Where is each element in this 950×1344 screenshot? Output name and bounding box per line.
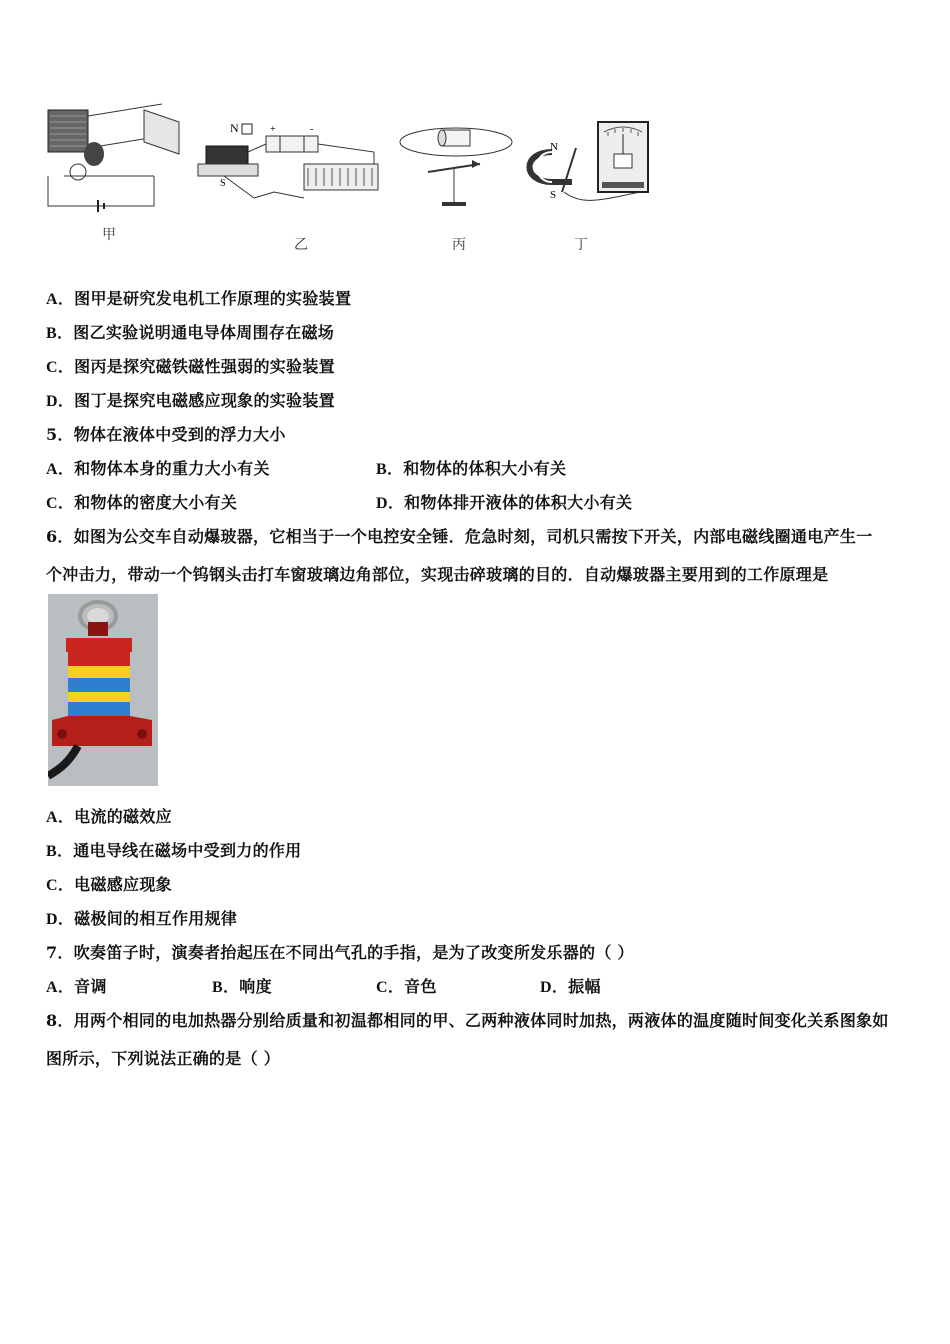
q4-option-d: D．图丁是探究电磁感应现象的实验装置 — [46, 391, 335, 410]
q7-option-c: C．音色 — [376, 977, 437, 996]
q6-stem-line-1: 6．如图为公交车自动爆玻器，它相当于一个电控安全锤．危急时刻，司机只需按下开关，内部电磁线圈通电产生一 — [46, 527, 873, 546]
q4-option-a: A．图甲是研究发电机工作原理的实验装置 — [46, 289, 352, 308]
figure-row — [44, 102, 684, 252]
emergency-glass-breaker-photo — [48, 594, 158, 786]
q7-option-a: A．音调 — [46, 977, 107, 996]
q6-option-d: D．磁极间的相互作用规律 — [46, 909, 238, 928]
q7-option-b: B．响度 — [212, 977, 272, 996]
q6-option-a: A．电流的磁效应 — [46, 807, 172, 826]
figure-label-yi: 乙 — [294, 237, 308, 253]
figure-label-bing: 丙 — [452, 237, 466, 253]
glass-breaker-illustration — [48, 594, 158, 786]
q8-stem-line-2: 图所示，下列说法正确的是（ ） — [46, 1049, 281, 1068]
figure-ding-drawing — [522, 102, 652, 212]
figure-jia — [44, 102, 189, 243]
figure-yi-s-label: S — [220, 178, 226, 189]
q5-stem: 5．物体在液体中受到的浮力大小 — [46, 425, 286, 444]
figure-ding — [522, 102, 652, 253]
q5-options-row-1 — [46, 456, 906, 479]
q5-option-c: C．和物体的密度大小有关 — [46, 493, 238, 512]
q7-stem: 7．吹奏笛子时，演奏者抬起压在不同出气孔的手指，是为了改变所发乐器的（ ） — [46, 943, 634, 962]
figure-jia-drawing — [44, 102, 189, 212]
figure-yi-plus-label: + — [270, 124, 276, 135]
figure-yi-minus-label: - — [310, 124, 314, 135]
q5-option-b: B．和物体的体积大小有关 — [376, 459, 567, 478]
figure-ding-n-label: N — [550, 141, 558, 153]
figure-yi — [194, 102, 394, 253]
q6-stem-line-2: 个冲击力，带动一个钨钢头击打车窗玻璃边角部位，实现击碎玻璃的目的．自动爆玻器主要用到的工作原理是 — [46, 565, 829, 584]
figure-ding-s-label: S — [550, 189, 557, 201]
q8-stem-line-1: 8．用两个相同的电加热器分别给质量和初温都相同的甲、乙两种液体同时加热，两液体的温度随时间变化关系图象如 — [46, 1011, 889, 1030]
figure-label-jia: 甲 — [102, 227, 116, 243]
q6-option-b: B．通电导线在磁场中受到力的作用 — [46, 841, 302, 860]
q6-option-c: C．电磁感应现象 — [46, 875, 172, 894]
q5-option-d: D．和物体排开液体的体积大小有关 — [376, 493, 633, 512]
q4-option-c: C．图丙是探究磁铁磁性强弱的实验装置 — [46, 357, 335, 376]
figure-yi-n-label: N — [230, 121, 239, 135]
figure-bing — [398, 102, 518, 253]
q5-option-a: A．和物体本身的重力大小有关 — [46, 459, 270, 478]
q7-option-d: D．振幅 — [540, 977, 601, 996]
figure-bing-drawing — [398, 102, 518, 212]
figure-label-ding: 丁 — [574, 237, 588, 253]
q5-options-row-2 — [46, 490, 906, 513]
q4-option-b: B．图乙实验说明通电导体周围存在磁场 — [46, 323, 335, 342]
figure-yi-drawing — [194, 102, 394, 212]
